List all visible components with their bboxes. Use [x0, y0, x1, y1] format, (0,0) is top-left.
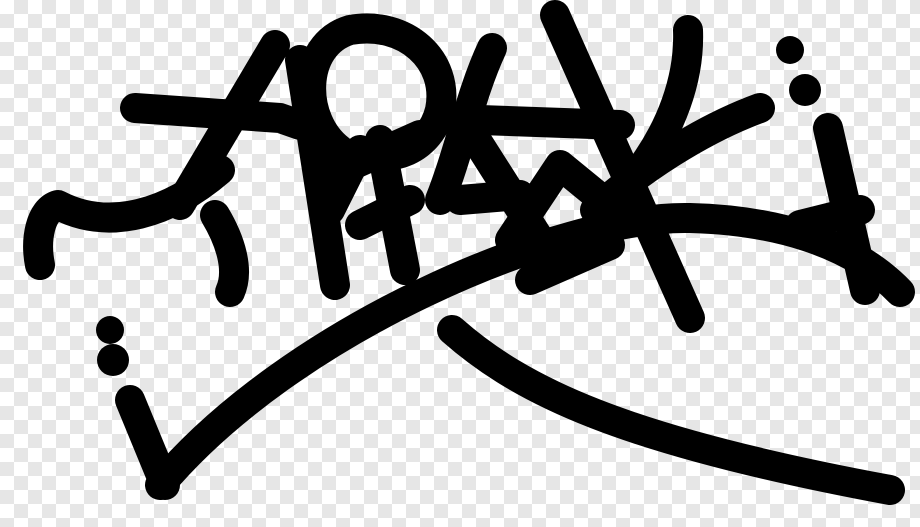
- tag-lower-curve-stroke: [452, 330, 890, 490]
- tag-main-swoosh-stroke: [160, 218, 900, 485]
- tag-dot-lower-left-2: [97, 344, 129, 376]
- tag-dot-upper-right-2: [789, 74, 821, 106]
- tag-dot-lower-left-3: [116, 386, 144, 414]
- tag-dot-lower-left-1: [96, 316, 124, 344]
- tag-glyph-stroke-3: [215, 215, 234, 292]
- tag-glyph-stroke-16: [800, 210, 860, 225]
- tag-dot-upper-right-1: [776, 36, 804, 64]
- graffiti-tag-strokes: [38, 15, 900, 490]
